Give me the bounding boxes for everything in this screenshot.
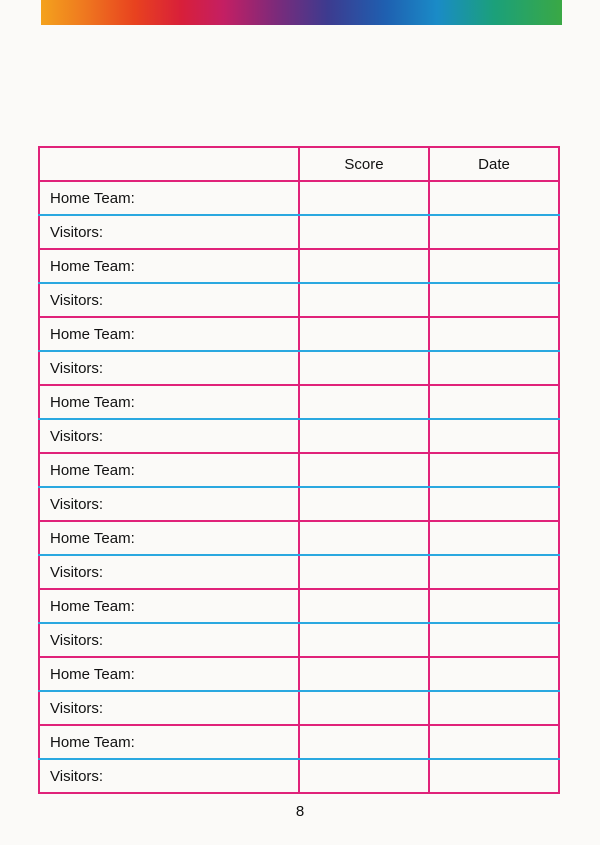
visitors-label: Visitors:: [39, 691, 299, 725]
table-row-visitors: [39, 555, 559, 589]
home-date-cell[interactable]: [429, 589, 559, 623]
visitors-score-cell[interactable]: [299, 555, 429, 589]
home-score-cell[interactable]: [299, 521, 429, 555]
visitors-date-cell[interactable]: [429, 215, 559, 249]
visitors-label: Visitors:: [39, 555, 299, 589]
table-row-home: [39, 657, 559, 691]
home-date-cell[interactable]: [429, 453, 559, 487]
visitors-label: Visitors:: [39, 487, 299, 521]
visitors-label: Visitors:: [39, 215, 299, 249]
table-row-visitors: [39, 759, 559, 793]
table-row-home: [39, 589, 559, 623]
home-team-label: Home Team:: [39, 249, 299, 283]
table-row-home: [39, 317, 559, 351]
home-date-cell[interactable]: [429, 657, 559, 691]
visitors-date-cell[interactable]: [429, 351, 559, 385]
visitors-label: Visitors:: [39, 351, 299, 385]
table-row-home: [39, 385, 559, 419]
home-score-cell[interactable]: [299, 725, 429, 759]
home-date-cell[interactable]: [429, 249, 559, 283]
table-body: [39, 181, 559, 793]
home-date-cell[interactable]: [429, 385, 559, 419]
table-row-visitors: [39, 623, 559, 657]
rainbow-header-bar: [41, 0, 562, 25]
home-team-label: Home Team:: [39, 317, 299, 351]
table-row-home: [39, 521, 559, 555]
visitors-date-cell[interactable]: [429, 623, 559, 657]
home-score-cell[interactable]: [299, 453, 429, 487]
table-row-home: [39, 181, 559, 215]
home-team-label: Home Team:: [39, 453, 299, 487]
header-label-cell: [39, 147, 299, 181]
home-score-cell[interactable]: [299, 181, 429, 215]
visitors-label: Visitors:: [39, 283, 299, 317]
score-table: [38, 146, 560, 794]
table-row-home: [39, 725, 559, 759]
home-score-cell[interactable]: [299, 657, 429, 691]
home-score-cell[interactable]: [299, 249, 429, 283]
visitors-score-cell[interactable]: [299, 623, 429, 657]
home-team-label: Home Team:: [39, 657, 299, 691]
visitors-date-cell[interactable]: [429, 419, 559, 453]
visitors-date-cell[interactable]: [429, 487, 559, 521]
table-row-home: [39, 453, 559, 487]
visitors-score-cell[interactable]: [299, 351, 429, 385]
table-row-visitors: [39, 691, 559, 725]
visitors-score-cell[interactable]: [299, 419, 429, 453]
home-date-cell[interactable]: [429, 317, 559, 351]
home-date-cell[interactable]: [429, 725, 559, 759]
home-date-cell[interactable]: [429, 521, 559, 555]
home-team-label: Home Team:: [39, 181, 299, 215]
visitors-label: Visitors:: [39, 759, 299, 793]
table-row-home: [39, 249, 559, 283]
home-team-label: Home Team:: [39, 385, 299, 419]
visitors-date-cell[interactable]: [429, 759, 559, 793]
visitors-score-cell[interactable]: [299, 691, 429, 725]
home-score-cell[interactable]: [299, 589, 429, 623]
visitors-date-cell[interactable]: [429, 283, 559, 317]
visitors-label: Visitors:: [39, 419, 299, 453]
visitors-score-cell[interactable]: [299, 759, 429, 793]
visitors-label: Visitors:: [39, 623, 299, 657]
visitors-date-cell[interactable]: [429, 555, 559, 589]
table-row-visitors: [39, 351, 559, 385]
home-score-cell[interactable]: [299, 385, 429, 419]
table-row-visitors: [39, 215, 559, 249]
table-row-visitors: [39, 487, 559, 521]
visitors-score-cell[interactable]: [299, 215, 429, 249]
home-team-label: Home Team:: [39, 521, 299, 555]
header-date: Date: [429, 147, 559, 181]
visitors-score-cell[interactable]: [299, 283, 429, 317]
home-team-label: Home Team:: [39, 589, 299, 623]
home-score-cell[interactable]: [299, 317, 429, 351]
table-row-visitors: [39, 283, 559, 317]
home-team-label: Home Team:: [39, 725, 299, 759]
home-date-cell[interactable]: [429, 181, 559, 215]
visitors-date-cell[interactable]: [429, 691, 559, 725]
page-number: 8: [295, 803, 305, 820]
header-score: Score: [299, 147, 429, 181]
visitors-score-cell[interactable]: [299, 487, 429, 521]
table-row-visitors: [39, 419, 559, 453]
table-header-row: [39, 147, 559, 181]
